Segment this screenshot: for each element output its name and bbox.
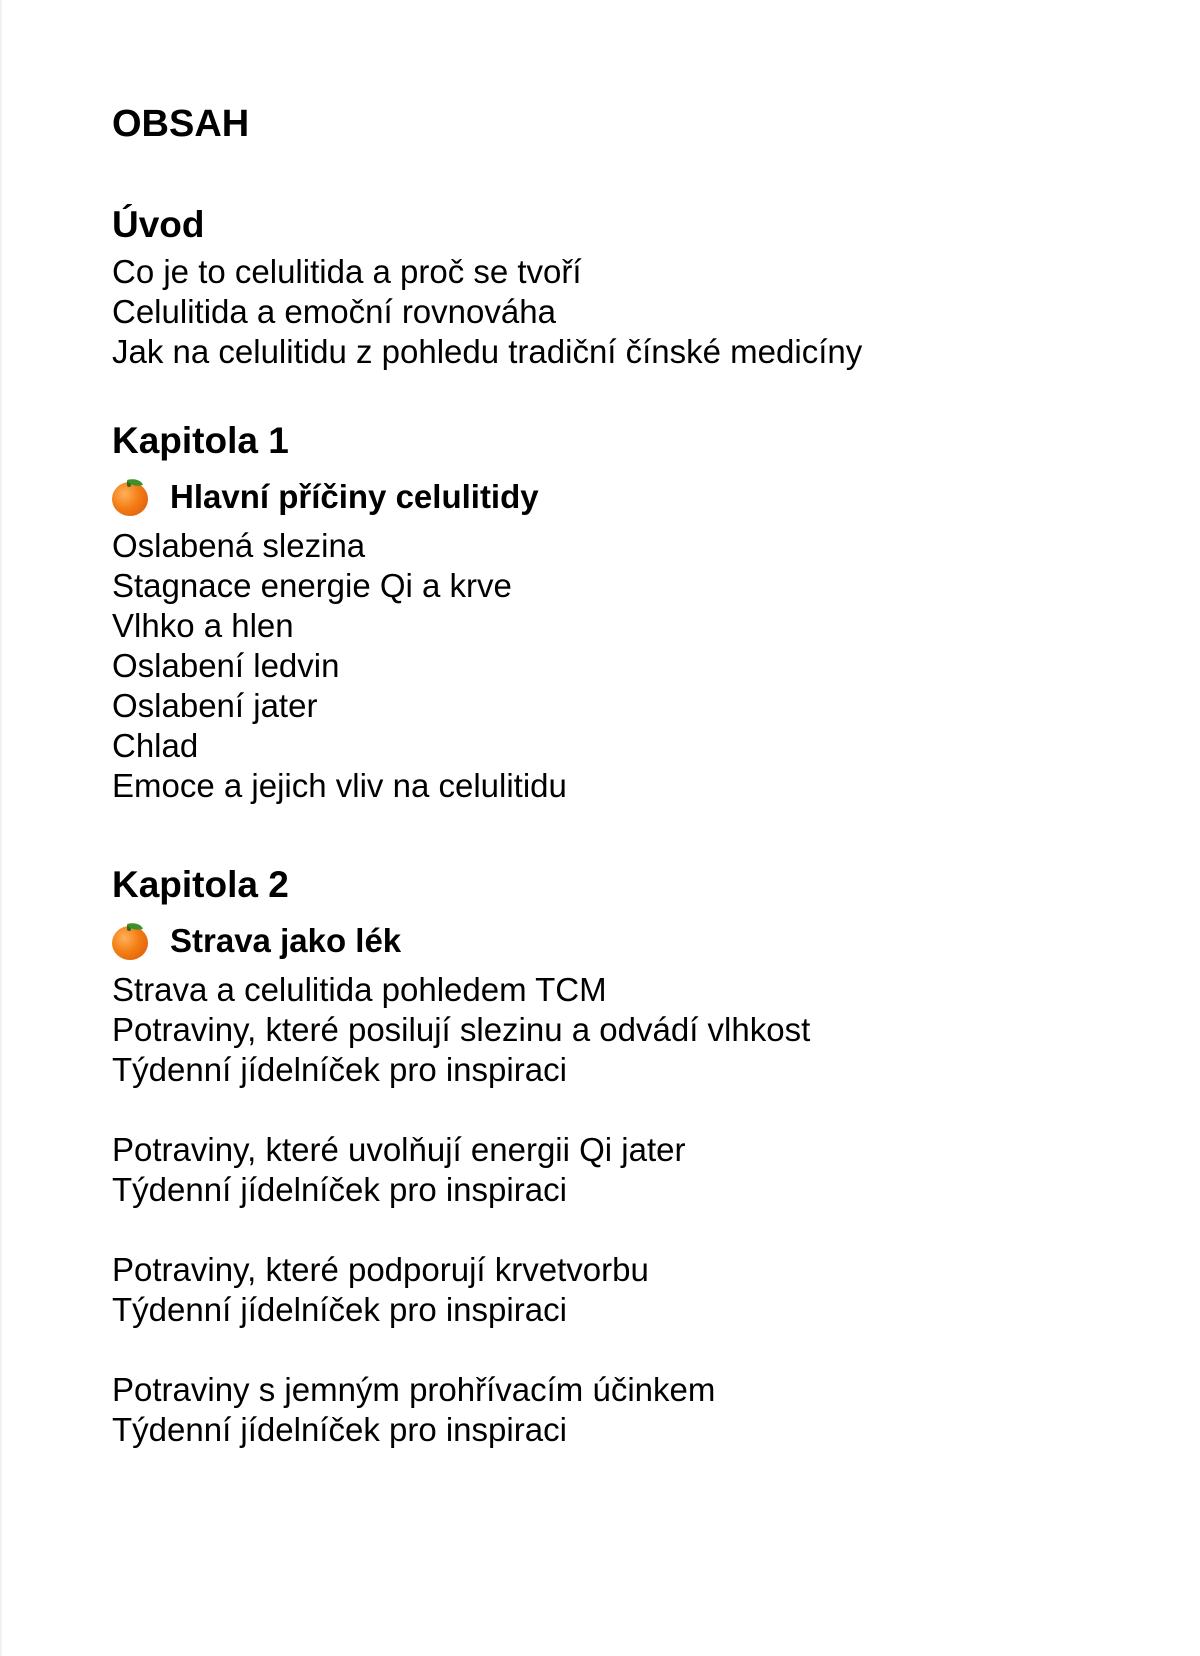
toc-item: Stagnace energie Qi a krve bbox=[112, 567, 512, 604]
toc-item: Potraviny, které posilují slezinu a odvádí vlhkost bbox=[112, 1011, 811, 1048]
section-heading-intro: Úvod bbox=[112, 204, 205, 245]
section-heading-chapter-2: Kapitola 2 bbox=[112, 864, 289, 905]
toc-item: Vlhko a hlen bbox=[112, 607, 294, 644]
section-heading-chapter-1: Kapitola 1 bbox=[112, 420, 289, 461]
spacer bbox=[112, 1090, 1112, 1130]
toc-item: Potraviny, které uvolňují energii Qi jater bbox=[112, 1131, 686, 1168]
chapter-1-subheading-text: Hlavní příčiny celulitidy bbox=[170, 478, 539, 515]
page-title: OBSAH bbox=[112, 103, 250, 145]
toc-item: Potraviny s jemným prohřívacím účinkem bbox=[112, 1371, 716, 1408]
toc-item: Co je to celulitida a proč se tvoří bbox=[112, 253, 582, 290]
toc-item: Potraviny, které podporují krvetvorbu bbox=[112, 1251, 649, 1288]
toc-item: Strava a celulitida pohledem TCM bbox=[112, 971, 607, 1008]
chapter-2-subheading bbox=[112, 912, 1112, 970]
section-chapter-2 bbox=[112, 858, 1112, 1450]
orange-icon bbox=[112, 478, 150, 516]
toc-item: Jak na celulitidu z pohledu tradiční čínské medicíny bbox=[112, 333, 863, 370]
chapter-2-subheading-text: Strava jako lék bbox=[170, 922, 402, 959]
orange-icon bbox=[112, 922, 150, 960]
spacer bbox=[112, 1330, 1112, 1370]
section-chapter-1 bbox=[112, 414, 1112, 806]
toc-item: Týdenní jídelníček pro inspiraci bbox=[112, 1171, 567, 1208]
table-of-contents bbox=[112, 96, 1112, 1450]
toc-item: Chlad bbox=[112, 727, 199, 764]
spacer bbox=[112, 1210, 1112, 1250]
toc-item: Oslabení ledvin bbox=[112, 647, 340, 684]
section-intro bbox=[112, 198, 1112, 372]
toc-item: Celulitida a emoční rovnováha bbox=[112, 293, 556, 330]
toc-item: Týdenní jídelníček pro inspiraci bbox=[112, 1291, 567, 1328]
chapter-1-subheading bbox=[112, 468, 1112, 526]
toc-item: Týdenní jídelníček pro inspiraci bbox=[112, 1051, 567, 1088]
toc-item: Oslabená slezina bbox=[112, 527, 366, 564]
toc-item: Emoce a jejich vliv na celulitidu bbox=[112, 767, 567, 804]
toc-item: Týdenní jídelníček pro inspiraci bbox=[112, 1411, 567, 1448]
toc-item: Oslabení jater bbox=[112, 687, 318, 724]
